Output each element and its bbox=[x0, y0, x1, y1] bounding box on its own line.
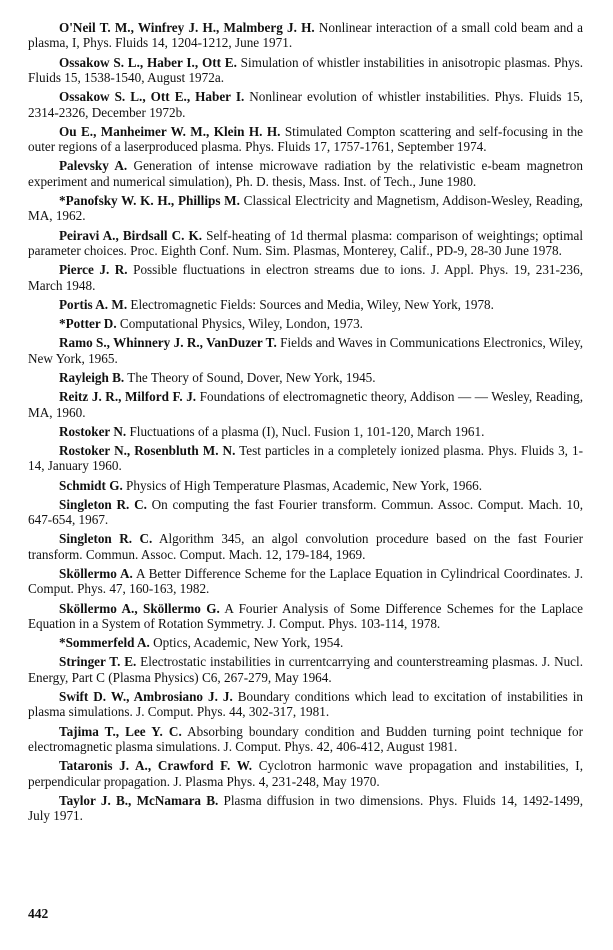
reference-text: Fields and Waves in Communications Electronics, Wiley, New York, 1965. bbox=[28, 335, 583, 366]
reference-text: Fluctuations of a plasma (I), Nucl. Fusion 1, 101-120, March 1961. bbox=[126, 423, 485, 439]
reference-authors: Peiravi A., Birdsall C. K. bbox=[59, 227, 203, 243]
reference-entry bbox=[28, 193, 583, 224]
reference-authors: Rostoker N., Rosenbluth M. N. bbox=[59, 442, 236, 458]
reference-authors: Sköllermo A., Sköllermo G. bbox=[59, 600, 220, 616]
reference-entry bbox=[28, 370, 583, 385]
reference-entry bbox=[28, 635, 583, 650]
reference-text: Physics of High Temperature Plasmas, Academic, New York, 1966. bbox=[122, 477, 482, 493]
page-number: 442 bbox=[28, 906, 49, 921]
reference-authors: Palevsky A. bbox=[59, 158, 128, 174]
reference-authors: Portis A. M. bbox=[59, 296, 128, 312]
reference-authors: *Panofsky W. K. H., Phillips M. bbox=[59, 193, 240, 209]
reference-text: Foundations of electromagnetic theory, Addison — — Wesley, Reading, MA, 1960. bbox=[28, 389, 583, 420]
reference-text: Algorithm 345, an algol convolution procedure based on the fast Fourier transform. Commun. Assoc. Comput. Mach. 12, 179-184, 1969. bbox=[28, 531, 583, 562]
reference-authors: Singleton R. C. bbox=[59, 531, 153, 547]
reference-list bbox=[28, 20, 583, 827]
reference-entry bbox=[28, 158, 583, 189]
reference-text: Plasma diffusion in two dimensions. Phys. Fluids 14, 1492-1499, July 1971. bbox=[28, 792, 583, 824]
reference-entry bbox=[28, 335, 583, 366]
reference-authors: Swift D. W., Ambrosiano J. J. bbox=[59, 688, 233, 704]
reference-authors: *Potter D. bbox=[59, 316, 117, 332]
reference-entry bbox=[28, 531, 583, 562]
reference-text: Simulation of whistler instabilities in anisotropic plasmas. Phys. Fluids 15, 1538-1540, August 1972a. bbox=[28, 54, 584, 86]
reference-entry bbox=[28, 124, 583, 155]
reference-entry bbox=[28, 497, 583, 528]
reference-text: Boundary conditions which lead to excitation of instabilities in plasma simulations. J. Comput. Phys. 44, 302-317, 1981. bbox=[28, 688, 583, 720]
reference-text: Computational Physics, Wiley, London, 1973. bbox=[116, 316, 363, 332]
reference-entry bbox=[28, 316, 583, 331]
reference-authors: O'Neil T. M., Winfrey J. H., Malmberg J. H. bbox=[59, 20, 315, 35]
reference-text: A Fourier Analysis of Some Difference Schemes for the Laplace Equation in a System of Rotation Symmetry. J. Comput. Phys. 103-114, 1978. bbox=[28, 600, 583, 631]
reference-entry bbox=[28, 601, 583, 632]
reference-text: The Theory of Sound, Dover, New York, 1945. bbox=[124, 369, 376, 385]
reference-authors: Sköllermo A. bbox=[59, 565, 133, 581]
reference-entry bbox=[28, 55, 583, 86]
reference-entry bbox=[28, 689, 583, 720]
reference-text: Test particles in a completely ionized plasma. Phys. Fluids 3, 1-14, January 1960. bbox=[28, 442, 583, 474]
reference-authors: Tajima T., Lee Y. C. bbox=[59, 723, 182, 739]
reference-entry bbox=[28, 478, 583, 493]
reference-text: Absorbing boundary condition and Budden turning point technique for electromagnetic plasma simulations. J. Comput. Phys. 42, 406-412, August 1981. bbox=[28, 723, 583, 754]
reference-authors: Schmidt G. bbox=[59, 477, 123, 493]
reference-entry bbox=[28, 297, 583, 312]
reference-text: Electromagnetic Fields: Sources and Media, Wiley, New York, 1978. bbox=[127, 296, 494, 312]
reference-text: Cyclotron harmonic wave propagation and instabilities, I, perpendicular propagation. J. Plasma Phys. 4, 231-248, May 1970. bbox=[28, 758, 583, 789]
reference-text: On computing the fast Fourier transform. Commun. Assoc. Comput. Mach. 10, 647-654, 1967. bbox=[28, 496, 583, 528]
reference-entry bbox=[28, 389, 583, 420]
reference-text: Nonlinear evolution of whistler instabilities. Phys. Fluids 15, 2314-2326, December 1972b. bbox=[28, 89, 583, 120]
reference-authors: Reitz J. R., Milford F. J. bbox=[59, 389, 197, 405]
reference-authors: Tataronis J. A., Crawford F. W. bbox=[59, 758, 253, 774]
reference-entry bbox=[28, 424, 583, 439]
reference-text: Nonlinear interaction of a small cold beam and a plasma, I, Phys. Fluids 14, 1204-1212, June 1971. bbox=[28, 20, 583, 51]
reference-text: Classical Electricity and Magnetism, Addison-Wesley, Reading, MA, 1962. bbox=[28, 193, 583, 224]
reference-authors: Rostoker N. bbox=[59, 423, 127, 439]
reference-entry bbox=[28, 724, 583, 755]
reference-text: Possible fluctuations in electron streams due to ions. J. Appl. Phys. 19, 231-236, March 1948. bbox=[28, 262, 583, 293]
reference-entry bbox=[28, 793, 583, 824]
reference-text: Optics, Academic, New York, 1954. bbox=[149, 635, 344, 651]
reference-authors: Ossakow S. L., Haber I., Ott E. bbox=[59, 54, 237, 70]
reference-authors: Ramo S., Whinnery J. R., VanDuzer T. bbox=[59, 335, 277, 351]
reference-entry bbox=[28, 443, 583, 474]
reference-text: Electrostatic instabilities in currentcarrying and counterstreaming plasmas. J. Nucl. Energy, Part C (Plasma Physics) C6, 267-279, May 1964. bbox=[28, 654, 583, 685]
reference-authors: Ou E., Manheimer W. M., Klein H. H. bbox=[59, 123, 281, 139]
reference-entry bbox=[28, 89, 583, 120]
reference-authors: Taylor J. B., McNamara B. bbox=[59, 792, 219, 808]
reference-entry bbox=[28, 566, 583, 597]
reference-text: Self-heating of 1d thermal plasma: comparison of weightings; optimal parameter choices. Proc. Eighth Conf. Num. Sim. Plasmas, Monterey, Calif., PD-9, 28-30 June 1978. bbox=[28, 227, 583, 259]
reference-authors: Rayleigh B. bbox=[59, 369, 125, 385]
reference-text: A Better Difference Scheme for the Laplace Equation in Cylindrical Coordinates. J. Comput. Phys. 47, 160-163, 1982. bbox=[28, 565, 584, 597]
reference-entry bbox=[28, 654, 583, 685]
reference-entry bbox=[28, 20, 583, 51]
reference-entry bbox=[28, 228, 583, 259]
reference-authors: *Sommerfeld A. bbox=[59, 635, 150, 651]
reference-text: Stimulated Compton scattering and self-focusing in the outer regions of a laserproduced plasma. Phys. Fluids 17, 1757-1761, September 1974. bbox=[28, 123, 583, 155]
reference-text: Generation of intense microwave radiation by the relativistic e-beam magnetron experiment and numerical simulation), Ph. D. thesis, Mass. Inst. of Tech., June 1980. bbox=[28, 158, 583, 189]
reference-entry bbox=[28, 262, 583, 293]
reference-authors: Singleton R. C. bbox=[59, 496, 147, 512]
reference-authors: Stringer T. E. bbox=[59, 654, 137, 670]
reference-authors: Pierce J. R. bbox=[59, 262, 128, 278]
reference-authors: Ossakow S. L., Ott E., Haber I. bbox=[59, 89, 245, 105]
reference-entry bbox=[28, 758, 583, 789]
